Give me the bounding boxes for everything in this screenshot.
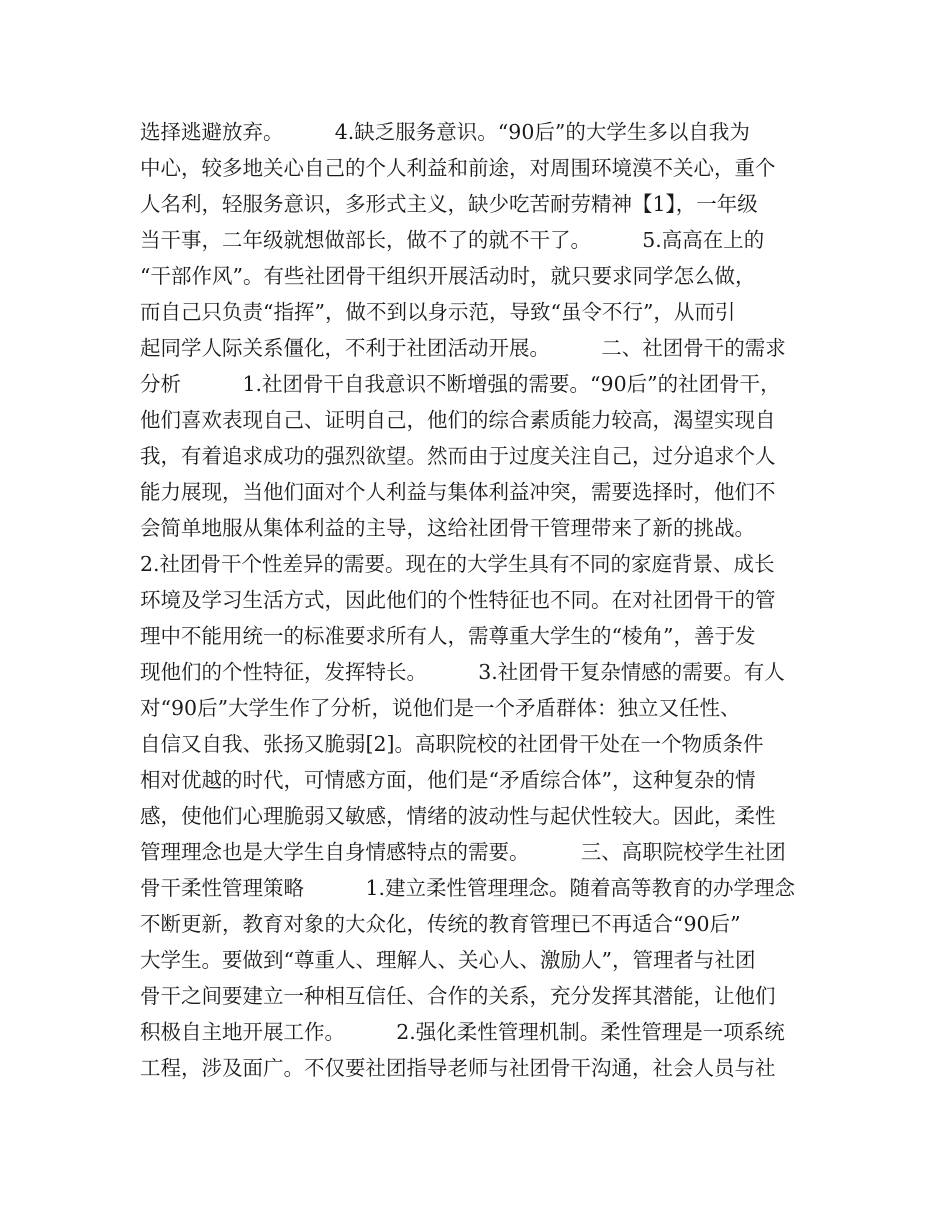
text-line: 工程，涉及面广。不仅要社团指导老师与社团骨干沟通，社会人员与社 [140,1056,776,1080]
text-line: 起同学人际关系僵化，不利于社团活动开展。 二、社团骨干的需求 [140,336,786,360]
text-line: 他们喜欢表现自己、证明自己，他们的综合素质能力较高，渴望实现自 [140,408,776,432]
text-line: 不断更新，教育对象的大众化，传统的教育管理已不再适合“90后” [140,912,741,936]
text-line: 选择逃避放弃。 4.缺乏服务意识。“90后”的大学生多以自我为 [140,120,750,144]
text-line: 骨干之间要建立一种相互信任、合作的关系，充分发挥其潜能，让他们 [140,984,776,1008]
text-line: 环境及学习生活方式，因此他们的个性特征也不同。在对社团骨干的管 [140,588,776,612]
text-line: 骨干柔性管理策略 1.建立柔性管理理念。随着高等教育的办学理念 [140,876,796,900]
text-line: 能力展现，当他们面对个人利益与集体利益冲突，需要选择时，他们不 [140,480,776,504]
text-line: 2.社团骨干个性差异的需要。现在的大学生具有不同的家庭背景、成长 [140,552,775,576]
text-line: 相对优越的时代，可情感方面，他们是“矛盾综合体”，这种复杂的情 [140,768,756,792]
text-line: 管理理念也是大学生自身情感特点的需要。 三、高职院校学生社团 [140,840,786,864]
text-line: 理中不能用统一的标准要求所有人，需尊重大学生的“棱角”，善于发 [140,624,756,648]
text-line: 大学生。要做到“尊重人、理解人、关心人、激励人”，管理者与社团 [140,948,756,972]
text-line: 分析 1.社团骨干自我意识不断增强的需要。“90后”的社团骨干， [140,372,781,396]
text-line: 人名利，轻服务意识，多形式主义，缺少吃苦耐劳精神【1】，一年级 [140,192,758,216]
text-line: 会简单地服从集体利益的主导，这给社团骨干管理带来了新的挑战。 [140,516,755,540]
text-line: 现他们的个性特征，发挥特长。 3.社团骨干复杂情感的需要。有人 [140,660,785,684]
text-line: 而自己只负责“指挥”，做不到以身示范，导致“虽令不行”，从而引 [140,300,736,324]
text-line: 我，有着追求成功的强烈欲望。然而由于过度关注自己，过分追求个人 [140,444,776,468]
text-line: 中心，较多地关心自己的个人利益和前途，对周围环境漠不关心，重个 [140,156,776,180]
text-line: 感，使他们心理脆弱又敏感，情绪的波动性与起伏性较大。因此，柔性 [140,804,776,828]
text-line: 积极自主地开展工作。 2.强化柔性管理机制。柔性管理是一项系统 [140,1020,785,1044]
text-line: 对“90后”大学生作了分析，说他们是一个矛盾群体：独立又任性、 [140,696,741,720]
text-line: 自信又自我、张扬又脆弱[2]。高职院校的社团骨干处在一个物质条件 [140,732,764,756]
body-text [140,114,820,1086]
text-line: “干部作风”。有些社团骨干组织开展活动时，就只要求同学怎么做， [140,264,756,288]
text-line: 当干事，二年级就想做部长，做不了的就不干了。 5.高高在上的 [140,228,765,252]
